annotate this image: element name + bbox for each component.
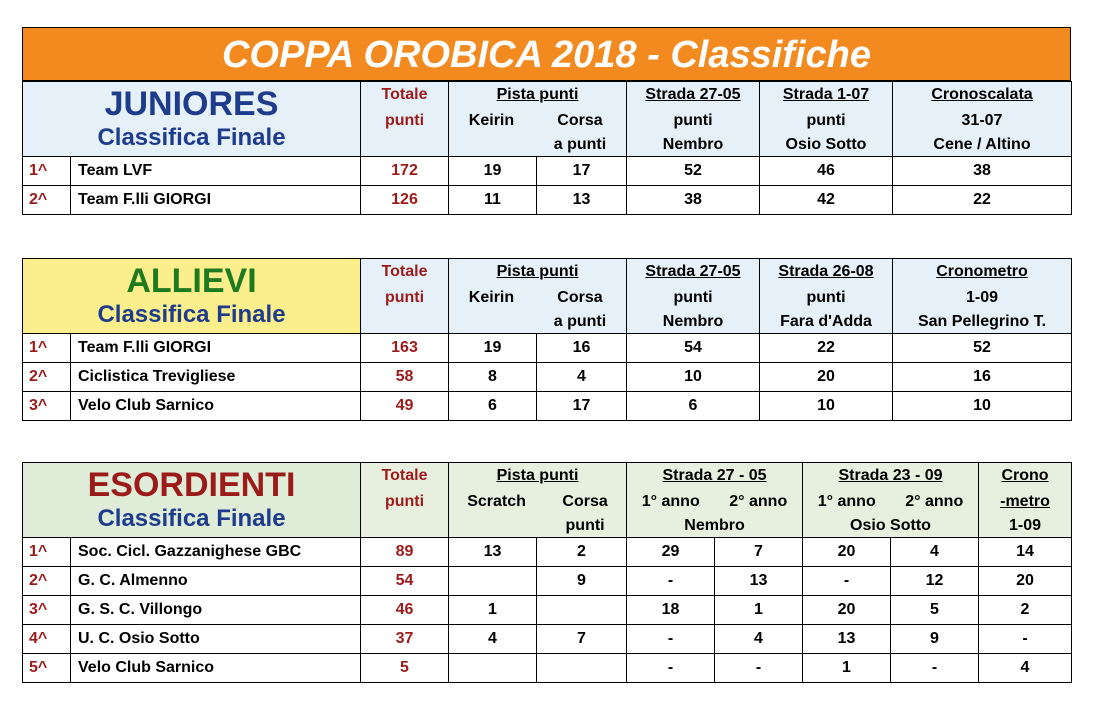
score-cell: 7 <box>537 625 627 654</box>
score-cell: 10 <box>760 392 893 421</box>
score-cell: - <box>803 567 891 596</box>
rank: 1^ <box>23 157 71 186</box>
juniores-strada2-header: Strada 1-07 punti Osio Sotto <box>760 82 893 157</box>
score-cell: 13 <box>715 567 803 596</box>
team-name: Soc. Cicl. Gazzanighese GBC <box>71 538 361 567</box>
score-cell: 9 <box>537 567 627 596</box>
esordienti-strada2-header: Strada 23 - 09 1° anno 2° anno Osio Sotto <box>803 463 979 538</box>
table-row <box>23 596 1072 625</box>
total-points: 46 <box>361 596 449 625</box>
table-row <box>23 186 1072 215</box>
juniores-totale-header: Totale punti <box>361 82 449 157</box>
table-row <box>23 567 1072 596</box>
juniores-pista-header: Pista punti Keirin Corsa a punti <box>449 82 627 157</box>
total-points: 37 <box>361 625 449 654</box>
total-points: 49 <box>361 392 449 421</box>
score-cell <box>449 567 537 596</box>
score-cell: 19 <box>449 334 537 363</box>
score-cell: 10 <box>893 392 1072 421</box>
esordienti-title: ESORDIENTI Classifica Finale <box>23 463 361 538</box>
table-row <box>23 334 1072 363</box>
team-name: Team LVF <box>71 157 361 186</box>
score-cell <box>449 654 537 683</box>
score-cell: 4 <box>715 625 803 654</box>
score-cell: 2 <box>537 538 627 567</box>
score-cell: 20 <box>803 538 891 567</box>
rank: 1^ <box>23 334 71 363</box>
score-cell: 11 <box>449 186 537 215</box>
page-banner: COPPA OROBICA 2018 - Classifiche <box>22 27 1071 81</box>
table-row <box>23 392 1072 421</box>
allievi-totale-header: Totale punti <box>361 259 449 334</box>
score-cell: 12 <box>891 567 979 596</box>
table-row <box>23 363 1072 392</box>
score-cell: 20 <box>760 363 893 392</box>
esordienti-pista-header: Pista punti Scratch Corsa punti <box>449 463 627 538</box>
team-name: Velo Club Sarnico <box>71 654 361 683</box>
team-name: Ciclistica Trevigliese <box>71 363 361 392</box>
score-cell: 4 <box>891 538 979 567</box>
score-cell: 5 <box>891 596 979 625</box>
score-cell: 8 <box>449 363 537 392</box>
team-name: G. S. C. Villongo <box>71 596 361 625</box>
score-cell: 2 <box>979 596 1072 625</box>
table-row <box>23 157 1072 186</box>
allievi-pista-header: Pista punti Keirin Corsa a punti <box>449 259 627 334</box>
table-row <box>23 625 1072 654</box>
score-cell: - <box>627 625 715 654</box>
score-cell: 13 <box>449 538 537 567</box>
score-cell: 4 <box>449 625 537 654</box>
rank: 2^ <box>23 363 71 392</box>
score-cell: 20 <box>803 596 891 625</box>
score-cell: 29 <box>627 538 715 567</box>
juniores-crono-header: Cronoscalata 31-07 Cene / Altino <box>893 82 1072 157</box>
team-name: U. C. Osio Sotto <box>71 625 361 654</box>
team-name: Velo Club Sarnico <box>71 392 361 421</box>
score-cell: 16 <box>893 363 1072 392</box>
score-cell: 52 <box>627 157 760 186</box>
score-cell: 17 <box>537 157 627 186</box>
total-points: 5 <box>361 654 449 683</box>
total-points: 126 <box>361 186 449 215</box>
score-cell: - <box>627 567 715 596</box>
rank: 3^ <box>23 596 71 625</box>
esordienti-crono-header: Crono -metro 1-09 <box>979 463 1072 538</box>
rank: 2^ <box>23 186 71 215</box>
team-name: Team F.lli GIORGI <box>71 334 361 363</box>
team-name: G. C. Almenno <box>71 567 361 596</box>
score-cell: 1 <box>803 654 891 683</box>
total-points: 58 <box>361 363 449 392</box>
score-cell: 22 <box>893 186 1072 215</box>
score-cell <box>537 654 627 683</box>
rank: 2^ <box>23 567 71 596</box>
juniores-title: JUNIORES Classifica Finale <box>23 82 361 157</box>
rank: 3^ <box>23 392 71 421</box>
team-name: Team F.lli GIORGI <box>71 186 361 215</box>
score-cell: 4 <box>979 654 1072 683</box>
score-cell: 4 <box>537 363 627 392</box>
rank: 5^ <box>23 654 71 683</box>
score-cell: 1 <box>449 596 537 625</box>
allievi-title: ALLIEVI Classifica Finale <box>23 259 361 334</box>
score-cell: - <box>891 654 979 683</box>
score-cell: 18 <box>627 596 715 625</box>
juniores-strada1-header: Strada 27-05 punti Nembro <box>627 82 760 157</box>
score-cell: - <box>627 654 715 683</box>
score-cell: 13 <box>803 625 891 654</box>
score-cell: - <box>979 625 1072 654</box>
score-cell: - <box>715 654 803 683</box>
score-cell: 14 <box>979 538 1072 567</box>
total-points: 54 <box>361 567 449 596</box>
total-points: 163 <box>361 334 449 363</box>
allievi-table <box>22 258 1072 421</box>
table-row <box>23 538 1072 567</box>
table-row <box>23 654 1072 683</box>
allievi-crono-header: Cronometro 1-09 San Pellegrino T. <box>893 259 1072 334</box>
score-cell: 16 <box>537 334 627 363</box>
score-cell: 38 <box>627 186 760 215</box>
score-cell: 7 <box>715 538 803 567</box>
esordienti-strada1-header: Strada 27 - 05 1° anno 2° anno Nembro <box>627 463 803 538</box>
score-cell: 22 <box>760 334 893 363</box>
rank: 4^ <box>23 625 71 654</box>
juniores-table <box>22 81 1072 215</box>
score-cell: 19 <box>449 157 537 186</box>
score-cell: 38 <box>893 157 1072 186</box>
esordienti-table <box>22 462 1072 683</box>
rank: 1^ <box>23 538 71 567</box>
score-cell: 13 <box>537 186 627 215</box>
total-points: 172 <box>361 157 449 186</box>
score-cell: 20 <box>979 567 1072 596</box>
esordienti-totale-header: Totale punti <box>361 463 449 538</box>
score-cell: 52 <box>893 334 1072 363</box>
score-cell: 17 <box>537 392 627 421</box>
allievi-strada1-header: Strada 27-05 punti Nembro <box>627 259 760 334</box>
score-cell: 10 <box>627 363 760 392</box>
score-cell: 54 <box>627 334 760 363</box>
score-cell: 6 <box>627 392 760 421</box>
allievi-strada2-header: Strada 26-08 punti Fara d'Adda <box>760 259 893 334</box>
score-cell: 9 <box>891 625 979 654</box>
score-cell <box>537 596 627 625</box>
total-points: 89 <box>361 538 449 567</box>
score-cell: 1 <box>715 596 803 625</box>
score-cell: 6 <box>449 392 537 421</box>
score-cell: 46 <box>760 157 893 186</box>
score-cell: 42 <box>760 186 893 215</box>
